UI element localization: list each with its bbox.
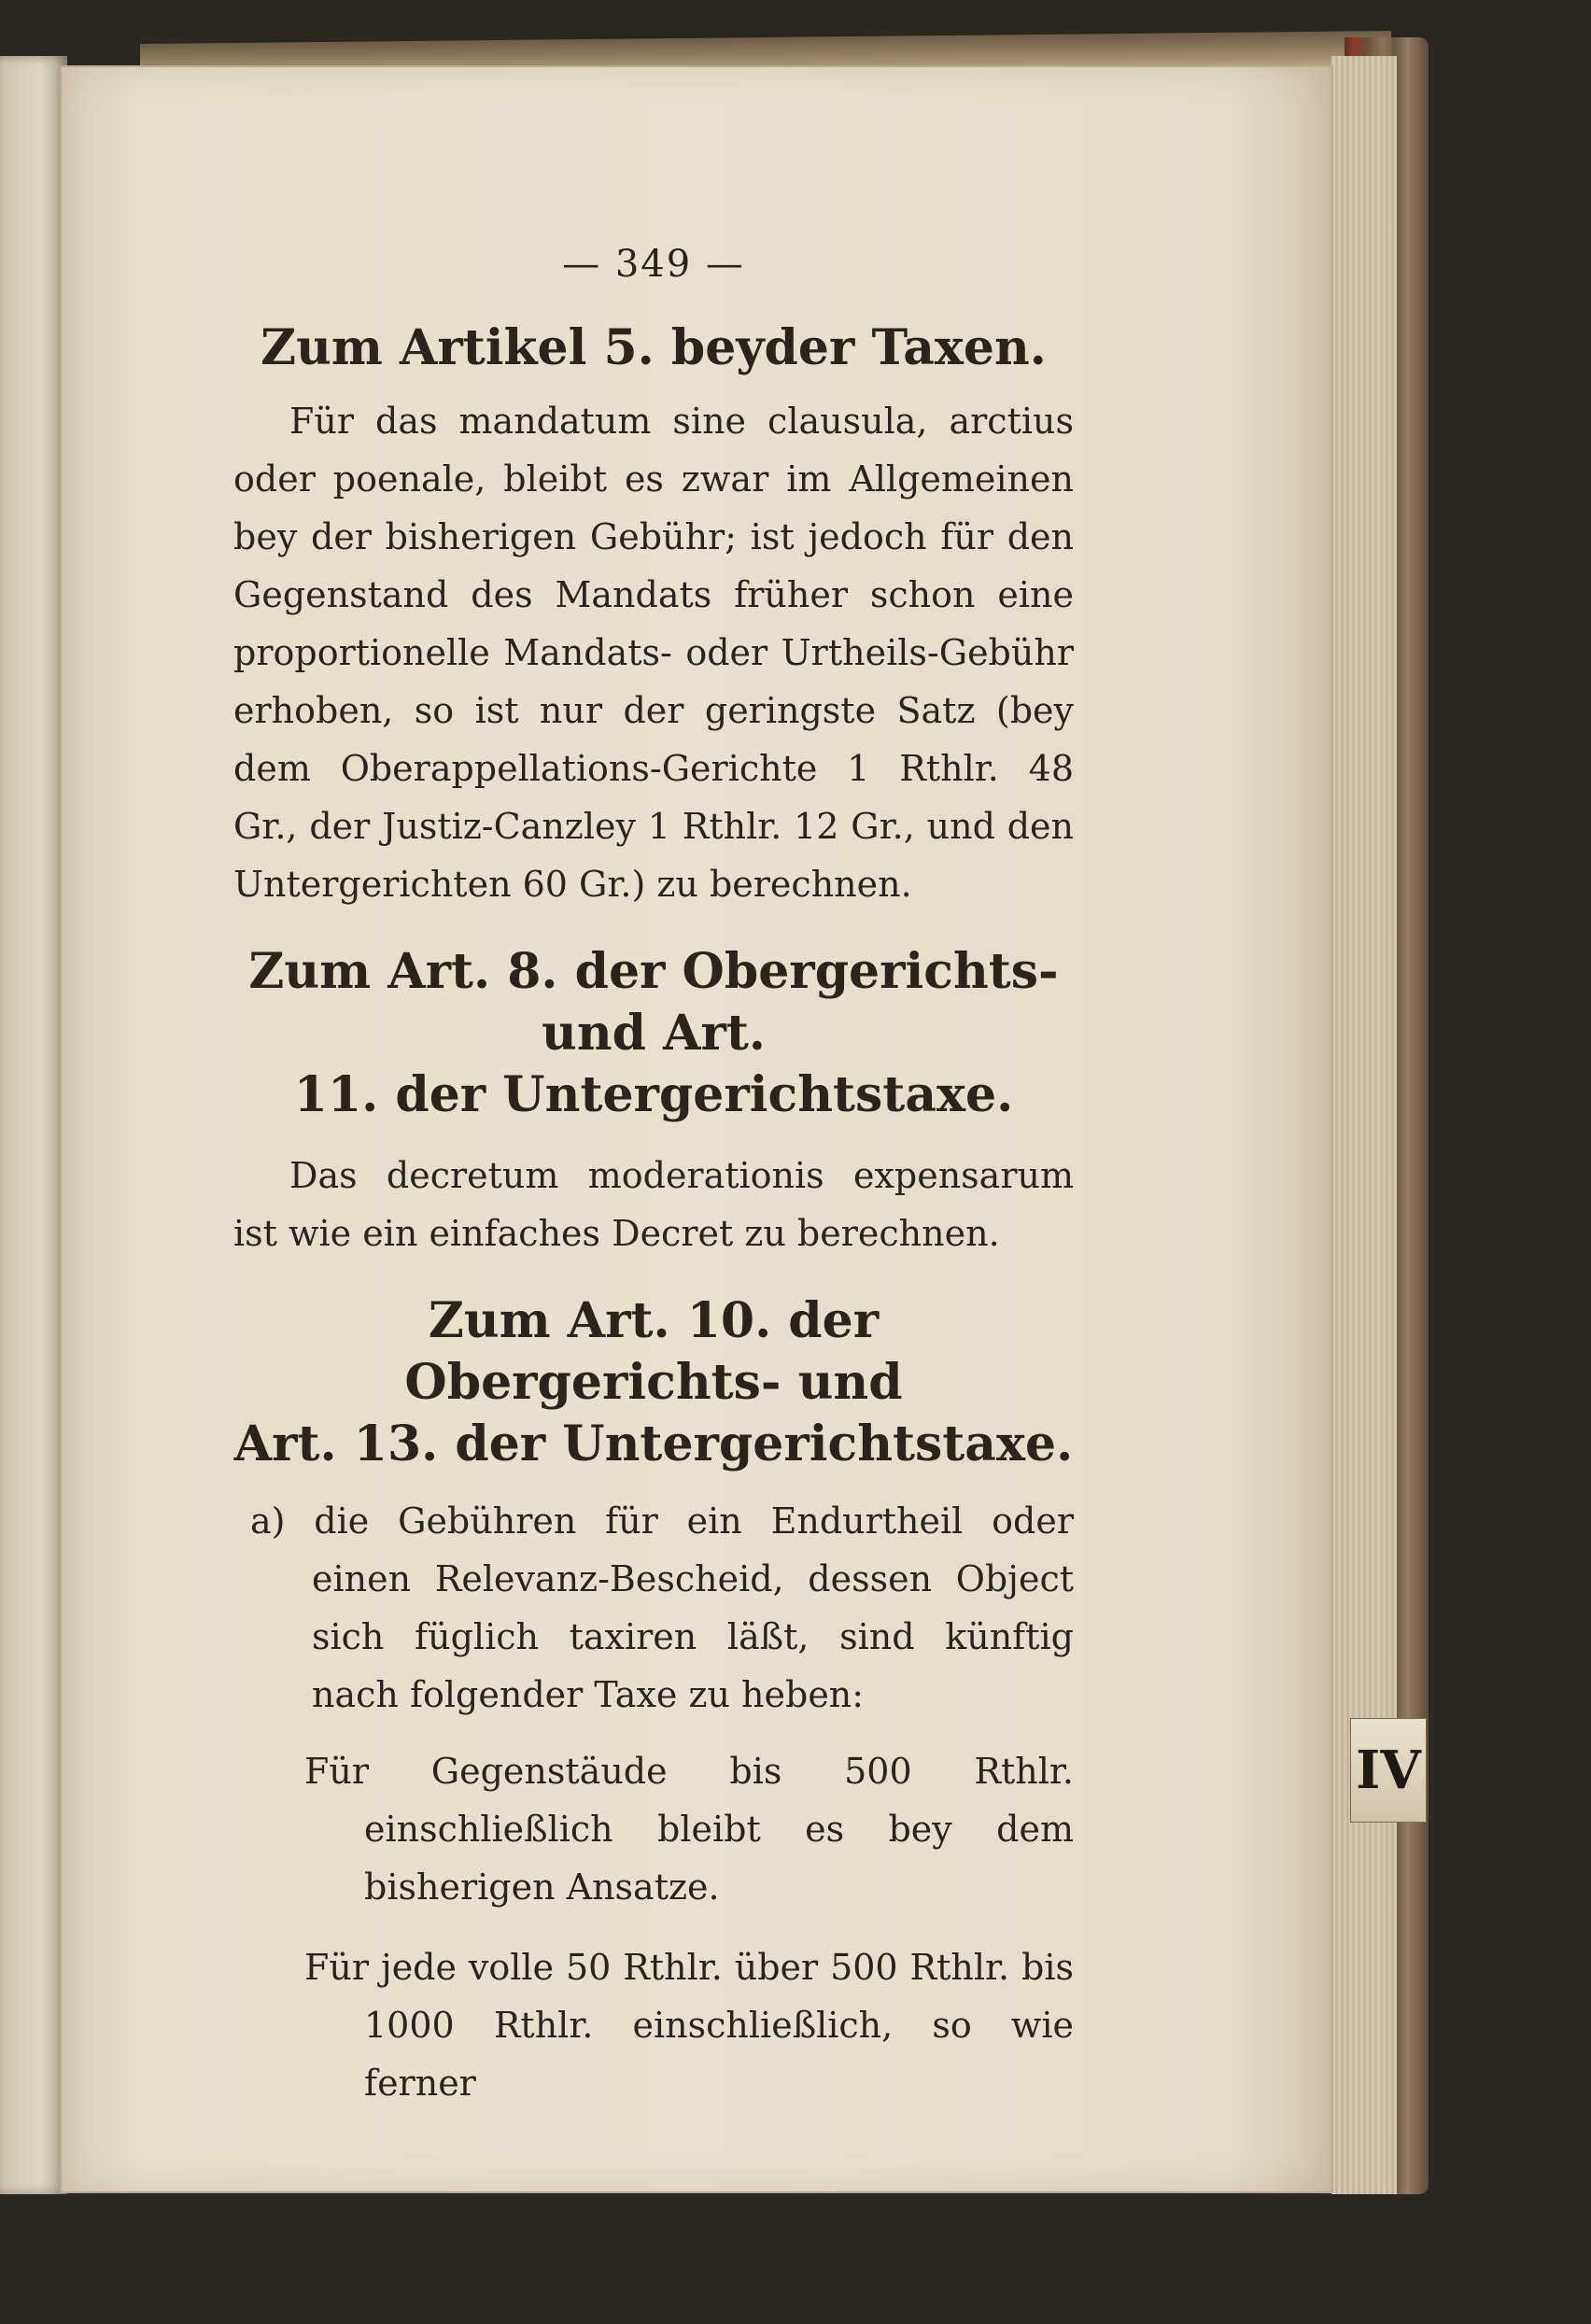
sub-paragraph-2: Für jede volle 50 Rthlr. über 500 Rthlr. bis 1000 Rthlr. einschließlich, so wie ferner: [304, 1947, 1074, 2104]
section-heading-3a: Zum Art. 10. der Obergerichts- und: [404, 1292, 903, 1411]
section-heading-1: Zum Artikel 5. beyder Taxen.: [260, 319, 1047, 376]
section-2-paragraph: Das decretum moderationis expensarum ist wie ein einfaches Decret zu berechnen.: [233, 1155, 1074, 1254]
section-heading-2a: Zum Art. 8. der Obergerichts- und Art.: [248, 943, 1059, 1062]
section-1-paragraph: Für das mandatum sine clausula, arctius oder poenale, bleibt es zwar im Allgemeinen bey der bisherigen Gebühr; ist jedoch für den Gegenstand des Mandats früher schon eine proportionelle Mandats- oder Urtheils-Gebühr erhoben, so ist nur der geringste Satz (bey dem Oberappellations-Gerichte 1 Rthlr. 48 Gr., der Justiz-Canzley 1 Rthlr. 12 Gr., und den Untergerichten 60 Gr.) zu berechnen.: [233, 401, 1074, 905]
sub-paragraph-1: Für Gegenstäude bis 500 Rthlr. einschließlich bleibt es bey dem bisherigen Ansatze.: [304, 1751, 1074, 1908]
section-tab: [1350, 1718, 1427, 1823]
page-number: — 349 —: [562, 243, 745, 286]
page-fore-edge: [1331, 56, 1397, 2194]
section-tab-label: IV: [1356, 1739, 1421, 1801]
section-heading-2b: 11. der Untergerichtstaxe.: [293, 1066, 1014, 1123]
list-item-a: a) die Gebühren für ein Endurtheil oder einen Relevanz-Bescheid, dessen Object sich füglich taxiren läßt, sind künftig nach folgender Taxe zu heben:: [250, 1500, 1074, 1715]
previous-page-edge: [0, 56, 67, 2194]
page-text: [233, 243, 1074, 2134]
section-heading-3b: Art. 13. der Untergerichtstaxe.: [233, 1416, 1074, 1472]
